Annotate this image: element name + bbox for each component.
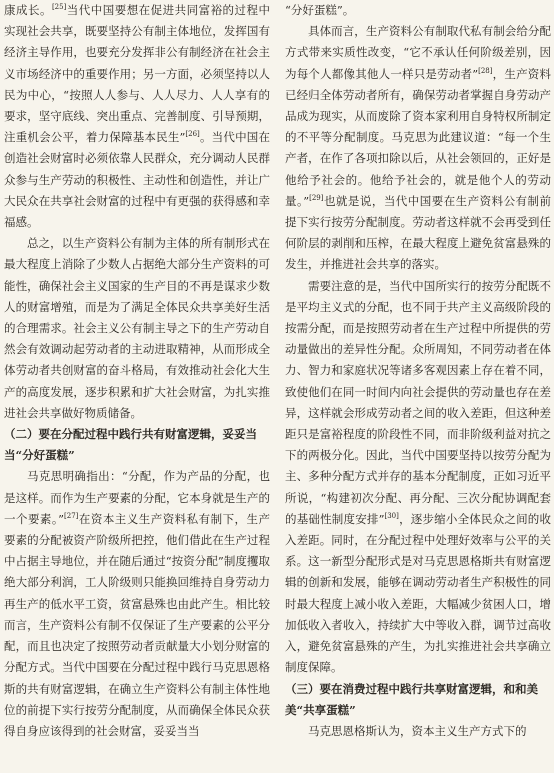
body-paragraph [4,466,270,742]
section-heading: （三）要在消费过程中践行共享财富逻辑，和和美美“共享蛋糕” [285,681,538,717]
body-paragraph [4,233,270,424]
citation-marker: [26] [185,130,200,139]
right-column [285,0,551,742]
body-paragraph [4,0,270,233]
section-heading: （二）要在分配过程中践行共有财富逻辑，妥妥当当“分好蛋糕” [4,427,257,463]
text-run: 马克思明确指出：“分配，作为产品的分配，也是这样。而作为生产要素的分配，它本身就是生产的一个要素。” [4,469,270,526]
body-paragraph [285,276,551,679]
text-run: 。当代中国在创造社会财富时必须依靠人民群众，充分调动人民群众参与生产劳动的积极性、主动性和创造性，并让广大民众在共享社会财富的过程中有更强的获得感和幸福感。 [4,130,270,230]
text-run: 需要注意的是，当代中国所实行的按劳分配既不是平均主义式的分配，也不同于共产主义高级阶段的按需分配，而是按照劳动者在生产过程中所提供的劳动量做出的差异性分配。众所周知，不同劳动者在体力、智力和家庭状况等诸多客观因素上存在着不同，致使他们在同一时间内向社会提供的劳动量也存在差异，这样就会形成劳动者之间的收入差距，但这种差距只是富裕程度的阶段性不同，而非阶级利益对抗之下的两极分化。因此，当代中国要坚持以按劳分配为主、多种分配方式并存的基本分配制度，正如习近平所说，“构建初次分配、再分配、三次分配协调配套的基础性制度安排” [285,278,551,526]
text-run: 当代中国要想在促进共同富裕的过程中实现社会共享，既要坚持公有制主体地位，发挥国有经济主导作用，也要充分发挥非公有制经济在社会主义市场经济中的重要作用；另一方面，必须坚持以人民为中心，“按照人人参与、人人尽力、人人享有的要求，坚守底线、突出重点、完善制度、引导预期，注重机会公平，着力保障基本民生” [4,3,271,145]
citation-marker: [25] [51,3,67,12]
text-run: “分好蛋糕”。 [285,3,355,17]
citation-marker: [27] [64,512,79,521]
body-paragraph [285,21,551,275]
text-run: 总之，以生产资料公有制为主体的所有制形式在最大程度上消除了少数人占据绝大部分生产资料的可能性，确保社会主义国家的生产目的不再是谋求少数人的财富增殖，而是为了满足全体民众共享美好生活的合理需求。社会主义公有制主导之下的生产劳动自然会有效调动起劳动者的主动进取精神，从而形成全体劳动者共创财富的奋斗格局，有效推动社会化大生产的高度发展，逐步积累和扩大社会财富，为扎实推进社会共享做好物质储备。 [4,236,270,420]
citation-marker: [29] [309,194,324,202]
text-run: 康成长。 [4,3,52,17]
text-run: ，生产资料已经归全体劳动者所有，确保劳动者掌握自身劳动产品成为现实，从而废除了资本家利用自身特权所制定的不平等分配制度。马克思为此建议道：“每一个生产者，在作了各项扣除以后，从社会领回的，正好是他给予社会的。他给予社会的，就是他个人的劳动量。” [285,66,551,208]
text-run: 也就是说，当代中国要在生产资料公有制前提下实行按劳分配制度。劳动者这样就不会再受到任何阶层的剥削和压榨，在最大程度上避免贫富悬殊的发生，并推进社会共享的落实。 [285,193,551,272]
body-paragraph [285,0,551,21]
citation-marker: [28] [478,66,493,75]
text-run: 在资本主义生产资料私有制下，生产要素的分配被资产阶级所把控，他们借此在生产过程中占据主导地位，并在随后通过“按资分配”制度攫取绝大部分利润，工人阶级则只能换回维持自身劳动力再生产的低水平工资，贫富悬殊也由此产生。相比较而言，生产资料公有制不仅保证了生产要素的公平分配，而且也决定了按照劳动者贡献量大小划分财富的分配方式。当代中国要在分配过程中践行马克思恩格斯的共有财富逻辑，在确立生产资料公有制主体性地位的前提下实行按劳分配制度，从而确保全体民众获得自身应该得到的社会财富，妥妥当当 [4,511,270,738]
text-run: 马克思恩格斯认为，资本主义生产方式下的 [308,723,527,738]
text-run: ，逐步缩小全体民众之间的收入差距。同时，在分配过程中处理好效率与公平的关系。这一新型分配形式是对马克思恩格斯共有财富逻辑的创新和发展，能够在调动劳动者生产积极性的同时最大程度上减小收入差距，大幅减少贫困人口，增加低收入者收入，持续扩大中等收入群，调节过高收入，避免贫富悬殊的产生，为扎实推进社会共享确立制度保障。 [285,511,551,675]
text-run: 具体而言，生产资料公有制取代私有制会给分配方式带来实质性改变，“它不承认任何阶级差别，因为每个人都像其他人一样只是劳动者” [285,24,551,81]
left-column [4,0,270,742]
body-paragraph [285,721,551,742]
citation-marker: [30] [384,512,399,521]
